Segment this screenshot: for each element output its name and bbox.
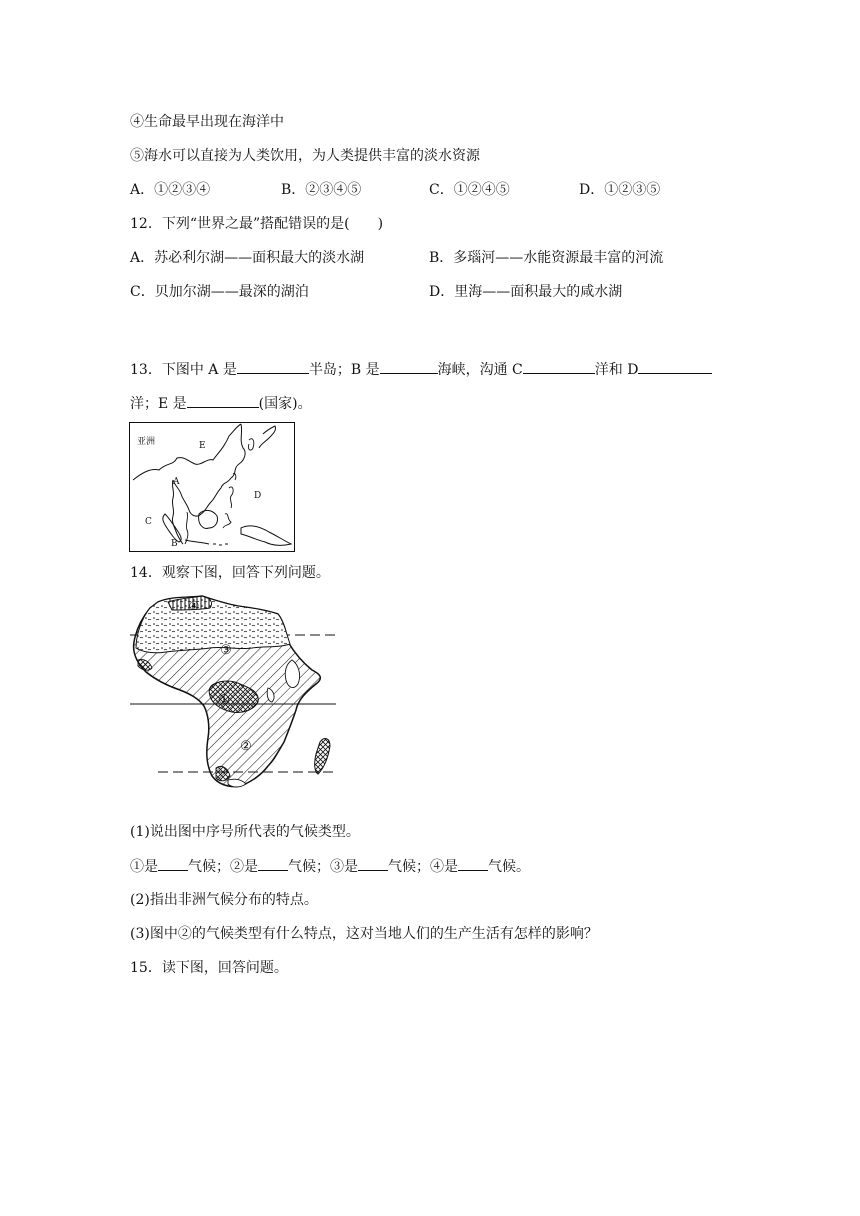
q14-sub-1: (1)说出图中序号所代表的气候类型。: [130, 824, 360, 840]
map-label-a: A: [173, 477, 180, 487]
q13-blank-c[interactable]: [523, 359, 595, 374]
q12-stem: 12．下列“世界之最”搭配错误的是( ): [130, 216, 384, 232]
q12-option-c: C．贝加尔湖——最深的湖泊: [130, 284, 309, 300]
q14-fill-line: ①是 气候；②是 气候；③是 气候；④是 气候。: [130, 856, 530, 877]
q11-option-b: B．②③④⑤: [281, 182, 362, 198]
q12-option-d: D．里海——面积最大的咸水湖: [429, 284, 623, 300]
southeast-asia-map: [129, 422, 295, 552]
q14-blank-3[interactable]: [358, 856, 388, 871]
climate-label-4: ④: [188, 599, 200, 613]
climate-label-3: ③: [220, 643, 232, 658]
q13-blank-e[interactable]: [187, 393, 259, 408]
q12-option-a: A．苏必利尔湖——面积最大的淡水湖: [130, 250, 365, 266]
q11-item-5: ⑤海水可以直接为人类饮用，为人类提供丰富的淡水资源: [130, 148, 480, 164]
q13-blank-b[interactable]: [380, 359, 438, 374]
q11-option-a: A．①②③④: [130, 182, 211, 198]
q11-item-4: ④生命最早出现在海洋中: [130, 114, 284, 130]
map-label-c: C: [145, 517, 152, 527]
map-label-d: D: [254, 491, 262, 501]
q15-stem: 15．读下图，回答问题。: [130, 960, 288, 976]
climate-label-1: ①: [218, 693, 230, 708]
q14-blank-4[interactable]: [458, 856, 488, 871]
q13-line-1: 13．下图中 A 是 半岛；B 是 海峡，沟通 C 洋和 D: [130, 359, 712, 380]
africa-climate-map: [128, 592, 340, 804]
climate-label-2: ②: [240, 739, 252, 754]
q14-blank-1[interactable]: [158, 856, 188, 871]
map-label-asia: 亚洲: [137, 437, 156, 447]
map-label-b: B: [171, 539, 178, 549]
map-label-e: E: [199, 441, 206, 451]
q12-option-b: B．多瑙河——水能资源最丰富的河流: [429, 250, 664, 266]
q11-option-c: C．①②④⑤: [429, 182, 510, 198]
q13-blank-d[interactable]: [638, 359, 712, 374]
q14-stem: 14．观察下图，回答下列问题。: [130, 565, 330, 581]
q13-blank-a[interactable]: [237, 359, 309, 374]
q14-blank-2[interactable]: [258, 856, 288, 871]
q14-sub-3: (3)图中②的气候类型有什么特点，这对当地人们的生产生活有怎样的影响？: [130, 926, 598, 942]
q14-sub-2: (2)指出非洲气候分布的特点。: [130, 892, 318, 908]
q13-line-2: 洋；E 是 (国家)。: [130, 393, 312, 414]
q11-option-d: D．①②③⑤: [579, 182, 661, 198]
